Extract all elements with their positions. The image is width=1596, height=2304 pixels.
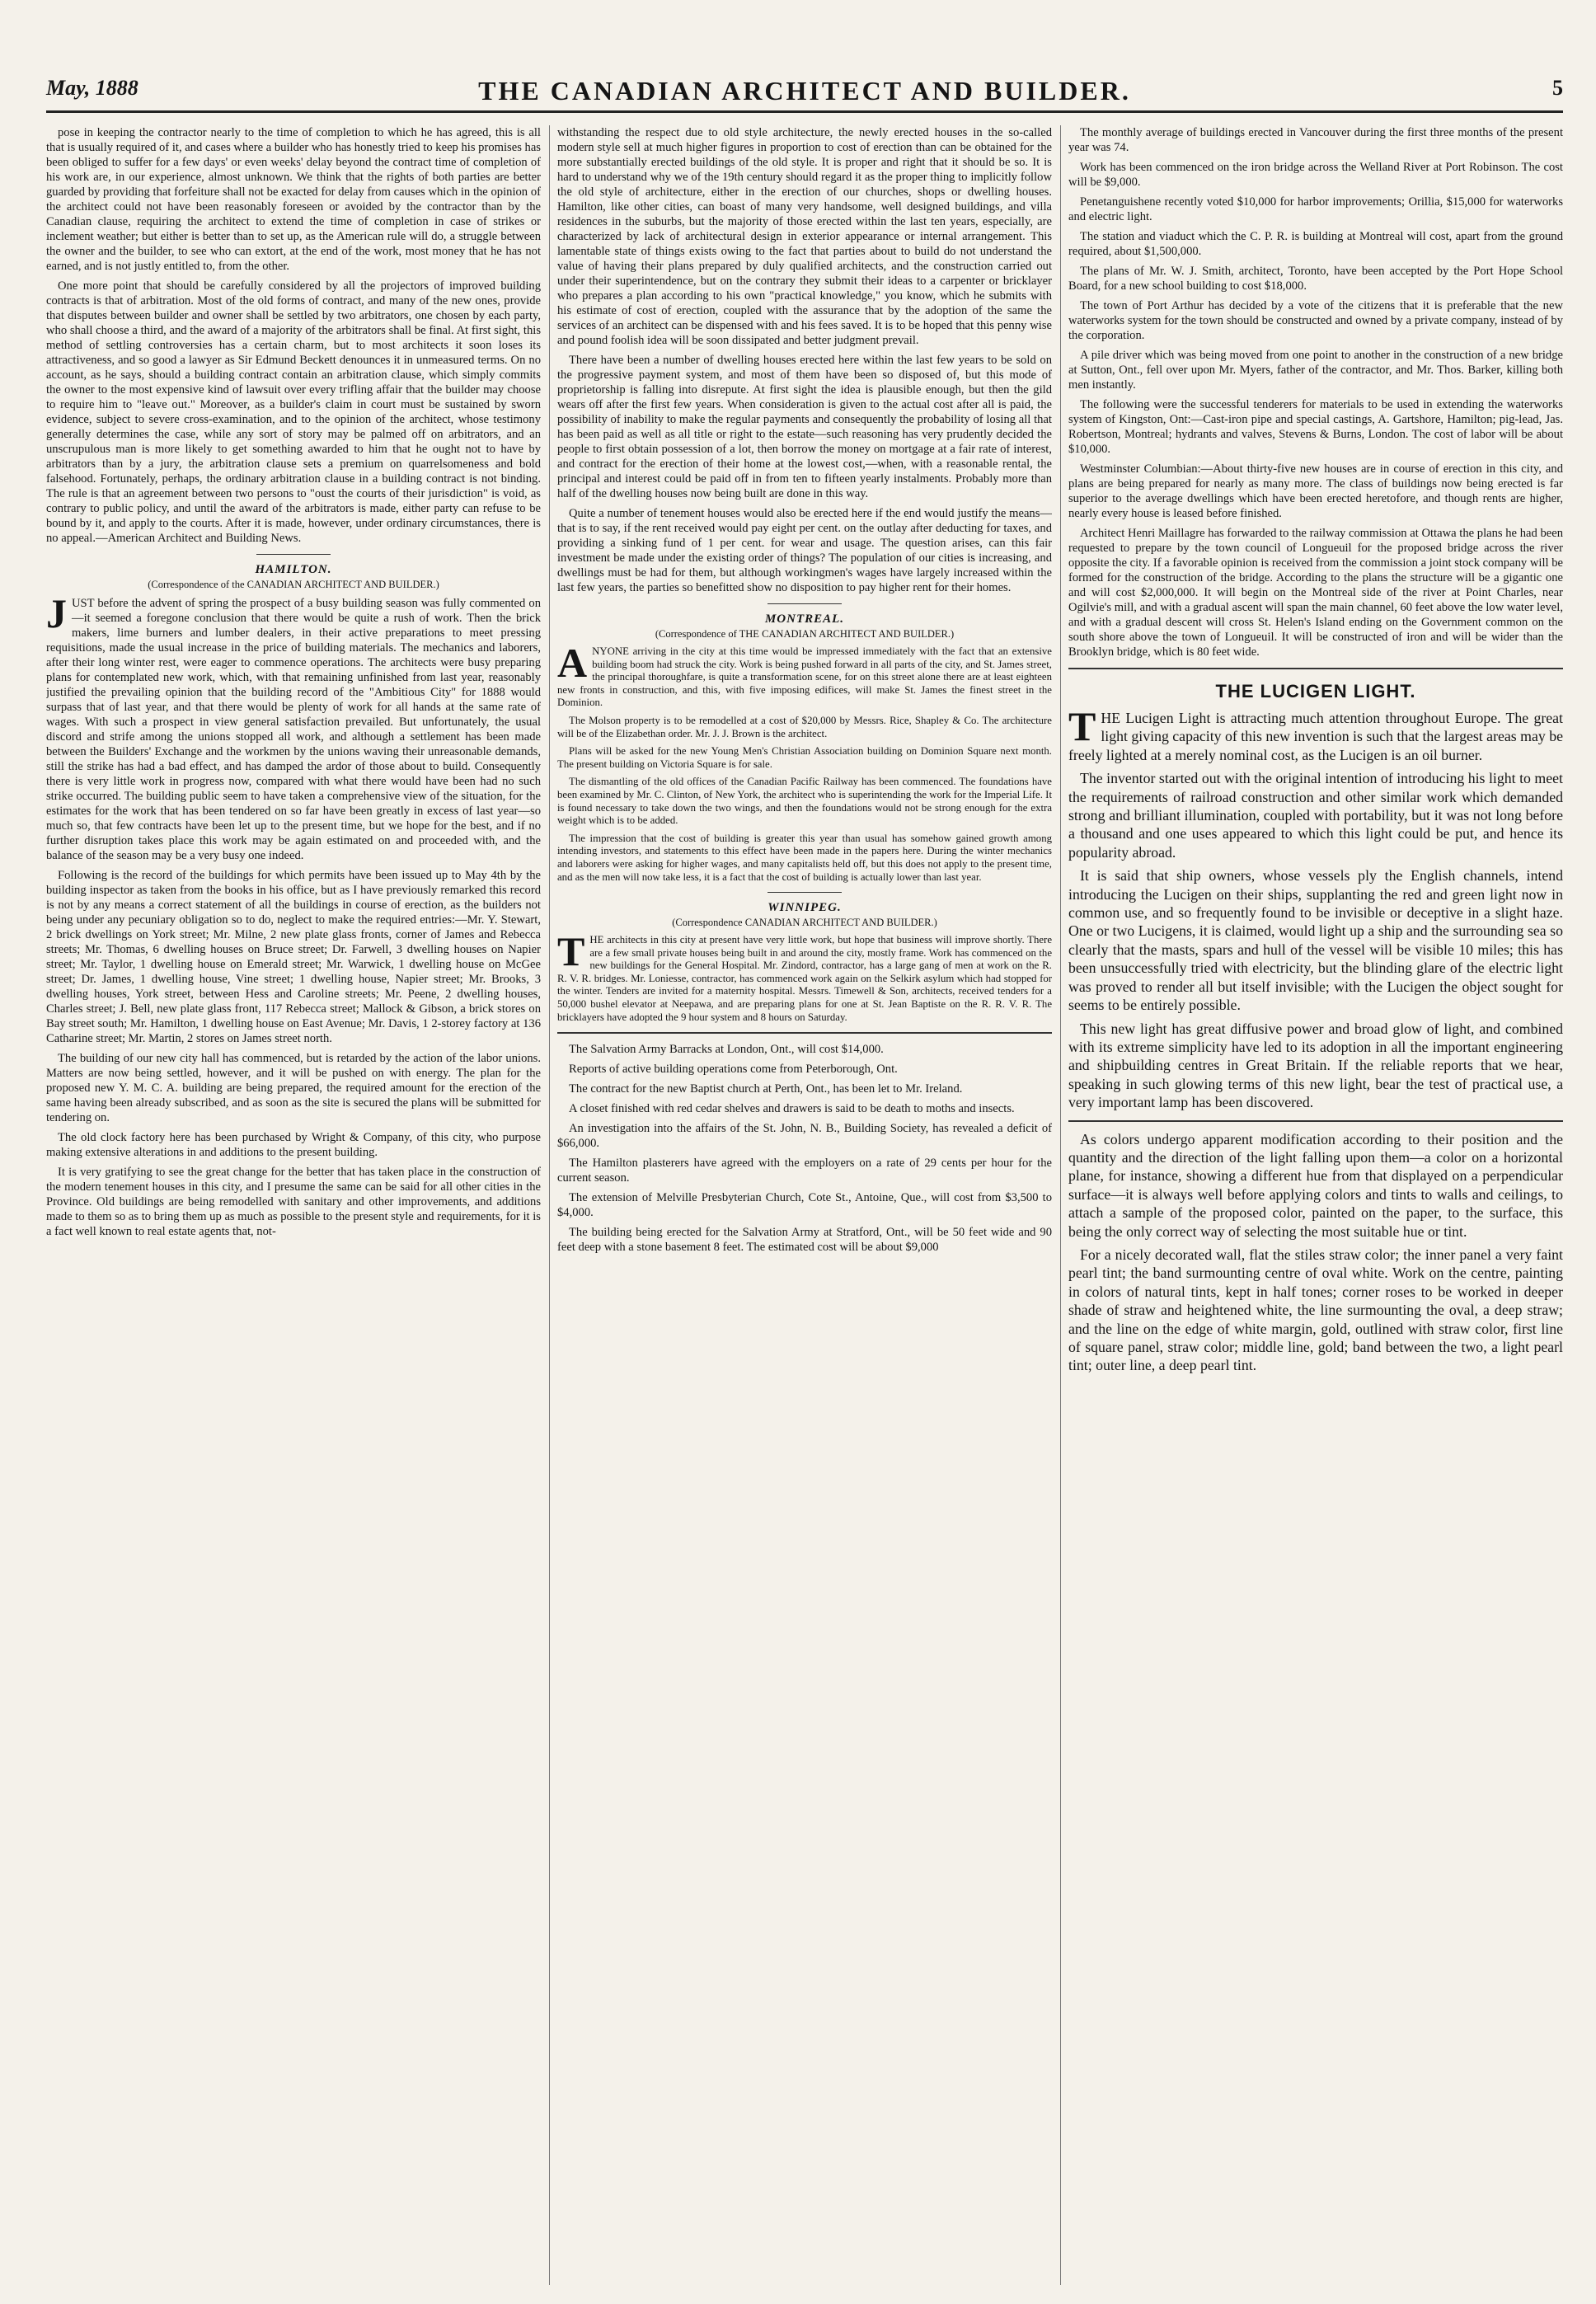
- article-paragraph: Plans will be asked for the new Young Men's Christian Association building on Dominion Square next month. The present building on Victoria Square is for sale.: [557, 745, 1052, 770]
- header-rule: [46, 110, 1563, 113]
- news-item: Work has been commenced on the iron bridge across the Welland River at Port Robinson. The cost will be $9,000.: [1068, 161, 1563, 189]
- column-3: [1068, 125, 1563, 2285]
- news-item: The plans of Mr. W. J. Smith, architect, Toronto, have been accepted by the Port Hope School Board, for a new school building to cost $18,000.: [1068, 265, 1563, 293]
- article-paragraph: THE architects in this city at present have very little work, but hope that business will improve shortly. There are a few small private houses being built in and around the city, mostly frame. Work has commenced on the new buildings for the General Hospital. Mr. Zindord, contractor, has a large gang of men at work on the R. R. V. R. bridges. Mr. Loniesse, contractor, has commenced work again on the Selkirk asylum which had stopped for the winter. Tenders are invited for a maternity hospital. Messrs. Timewell & Son, architects, received tenders for a 50,000 bushel elevator at Neepawa, and are preparing plans for one at St. Jean Baptiste on the R. R. V. R. The bricklayers have adopted the 9 hour system and 8 hours on Saturday.: [557, 928, 1052, 1023]
- article-paragraph: It is very gratifying to see the great change for the better that has taken place in the construction of the modern tenement houses in this city, and I presume the same can be said for all other cities in the Province. Old buildings are being remodelled with sanitary and other improvements, and additions made to them so as to bring them up as much as possible to the present style and requirements, for it is a fact well known to real estate agents that, not-: [46, 1166, 541, 1238]
- news-item: The monthly average of buildings erected in Vancouver during the first three months of the present year was 74.: [1068, 126, 1563, 154]
- news-item: The Salvation Army Barracks at London, Ont., will cost $14,000.: [569, 1043, 884, 1057]
- article-paragraph: There have been a number of dwelling houses erected here within the last few years to be sold on the progressive payment system, and most of them have been so disposed of, but this mode of proprietorship is falling into disrepute. At first sight the idea is plausible enough, but then the gild wears off after the first few years. When consideration is given to the actual cost after all is paid, the possibility of inability to make the regular payments and consequently the probability of losing all that has been paid as well as all title or right to the estate—such reasoning has very prudently decided the people to first obtain possession of a lot, then borrow the money on mortgage at a fair rate of interest, and contract for the erection of their home at the lowest cost,—when, with a reasonable rental, the principal and interest could be paid off in from ten to fifteen yearly instalments. Probably more than half of the dwelling houses now being built are done in this way.: [557, 354, 1052, 500]
- article-paragraph: For a nicely decorated wall, flat the stiles straw color; the inner panel a very faint pearl tint; the band surmounting centre of oval white. Work on the centre, painting in colors of natural tints, kept in half tones; corner roses to be worked in deeper shade of straw and heightened white, the line surmounting the oval, a deep straw; and the line on the edge of white margin, gold, outlined with straw color, first line of square panel, straw color; middle line, gold; band between the two, a light pearl tint; outer line, a deep pearl tint.: [1068, 1246, 1563, 1374]
- article-paragraph: The Molson property is to be remodelled at a cost of $20,000 by Messrs. Rice, Shapley & Co. The architecture will be of the Elizabethan order. Mr. J. J. Brown is the architect.: [557, 714, 1052, 739]
- issue-date: May, 1888: [46, 76, 138, 100]
- news-item: Reports of active building operations come from Peterborough, Ont.: [569, 1063, 898, 1077]
- column-divider: [1060, 125, 1061, 2285]
- article-paragraph: Quite a number of tenement houses would also be erected here if the end would justify the means—that is to say, if the rent received would pay eight per cent. on the outlay after deducting for taxes, and providing a sinking fund of 1 per cent. for wear and usage. The question arises, can this fair investment be made under the existing order of things? The population of our cities is increasing, and dwellings must be had for them, but although workingmen's wages have largely increased within the last few years, the parties so benefitted show no disposition to pay higher rent for their homes.: [557, 507, 1052, 594]
- news-item: Architect Henri Maillagre has forwarded to the railway commission at Ottawa the plans he had been requested to prepare by the town council of Longueuil for the proposed bridge across the river opposite the city. If a favorable opinion is received from the commission a joint stock company will be formed for the construction of the bridge. According to the plans the structure will be a gigantic one and will cost $2,000,000. It will begin on the Montreal side of the river at Point Charles, near Ogilvie's mill, and with a gradual ascent will span the main channel, 60 feet above the low water level, and with a gradual descent will cross St. Helen's Island ending on the Government common on the south shore above the town of Longueuil. It will be constructed of iron and will be wider than the Brooklyn bridge, which is 80 feet wide.: [1068, 527, 1563, 659]
- article-paragraph: The inventor started out with the original intention of introducing his light to meet the requirements of railroad construction and other similar work which demanded strong and brilliant illumination, coupled with portability, but it was not long before a thousand and one uses appeared to which this light could be put, and hence its popularity abroad.: [1068, 770, 1563, 861]
- correspondence-line: (Correspondence of THE CANADIAN ARCHITECT AND BUILDER.): [655, 628, 955, 640]
- article-paragraph: It is said that ship owners, whose vessels ply the English channels, intend introducing the Lucigen on their ships, supplanting the red and green light now in common use, and so frequently found to be invisible or deceptive in a slight haze. One or two Lucigens, it is claimed, would light up a ship and the surrounding sea so clearly that the masts, spars and hull of the vessel will be visible 10 miles; this has been unsuccessfully tried with electricity, but the blinding glare of the electric light was proved to render all but itself invisible; with the Lucigen the object sought for seems to be entirely possible.: [1068, 867, 1563, 1014]
- news-item: The town of Port Arthur has decided by a vote of the citizens that it is preferable that the new waterworks system for the town should be constructed and owned by a private company, instead of by the corporation.: [1068, 299, 1563, 342]
- section-heading-montreal: MONTREAL.: [764, 612, 845, 626]
- article-paragraph: As colors undergo apparent modification according to their position and the quantity and the direction of the light falling upon them—a color on a horizontal plane, for instance, showing a different hue from that displayed on a perpendicular surface—it is always well before applying colors and tints to walls and ceilings, to attach a sample of the proposed color, painted on the paper, to the surface, this being the only correct way of selecting the most suitable hue or tint.: [1068, 1130, 1563, 1240]
- article-paragraph: The building of our new city hall has commenced, but is retarded by the action of the labor unions. Matters are now being settled, however, and it will be pushed on with energy. The plan for the proposed new Y. M. C. A. building are being prepared, the required amount for the erection of the same having been already subscribed, and as soon as the site is secured the plans will be submitted for tendering on.: [46, 1052, 541, 1124]
- section-rule: [256, 554, 331, 555]
- column-divider: [549, 125, 550, 2285]
- correspondence-line: (Correspondence CANADIAN ARCHITECT AND BUILDER.): [672, 917, 937, 929]
- article-paragraph: THE Lucigen Light is attracting much attention throughout Europe. The great light giving capacity of this new invention is such that the largest areas may be freely lighted at a merely nominal cost, as the Lucigen is an oil burner.: [1068, 703, 1563, 763]
- article-paragraph: pose in keeping the contractor nearly to the time of completion to which he has agreed, this is all that is usually required of it, and cases where a builder who has honestly tried to keep his promises has been obliged to suffer for a few days' or even weeks' delay beyond the contract time of completion of his work are, in our experience, almost unknown. We think that the rights of both parties are better guarded by providing that forfeiture shall not be exacted for delay from causes which in the opinion of the architect could not have been reasonably foreseen or avoided by the contractor than by the Canadian clause, requiring the architect to extend the time of completion in case of strikes or inclement weather; but either is better than to set up, as the American rule will do, a struggle between the owner and the builder, to see who can extort, at the end of the work, most money that he has not earned, and is not justly entitled to, from the other.: [46, 126, 541, 273]
- news-item: The following were the successful tenderers for materials to be used in extending the waterworks system of Kingston, Ont:—Cast-iron pipe and special castings, A. Gartshore, Hamilton; pig-lead, Jas. Robertson, Montreal; hydrants and valves, Stevens & Burns, London. The cost of labor will be about $10,000.: [1068, 398, 1563, 456]
- article-paragraph: The dismantling of the old offices of the Canadian Pacific Railway has been commenced. The foundations have been examined by Mr. C. Clinton, of New York, the architect who is superintending the work for the Imperial Life. It is found necessary to take down the two wings, and then the foundations would not be strong enough for the extra weight which is to be added.: [557, 776, 1052, 827]
- news-item: Penetanguishene recently voted $10,000 for harbor improvements; Orillia, $15,000 for waterworks and electric light.: [1068, 195, 1563, 223]
- news-item: Westminster Columbian:—About thirty-five new houses are in course of erection in this city, and plans are being prepared for nearly as many more. The class of buildings now being erected is far superior to the average dwellings which have been erected heretofore, and though rents are higher, nearly every house is leased before finished.: [1068, 462, 1563, 520]
- section-rule: [1068, 1120, 1563, 1122]
- news-item: An investigation into the affairs of the St. John, N. B., Building Society, has revealed a deficit of $66,000.: [557, 1122, 1052, 1151]
- article-paragraph: withstanding the respect due to old style architecture, the newly erected houses in the so-called modern style sell at much higher figures in proportion to cost of erection than can be obtained for the more substantially erected buildings of the old style. It is proper and right that it should be so. It is hard to understand why we of the 19th century should regard it as the proper thing to implicitly follow the old style of architecture, either in the erection of our churches, shops or dwelling houses. Hamilton, like other cities, can boast of many very handsome, well designed buildings, and villa residences in the suburbs, but the majority of those erected within the last ten years, especially, are characterized by lack of architectural design in exterior appearance or internal arrangement. This lamentable state of things exists owing to the fact that parties about to build do not understand the value of having their plans prepared by duly qualified architects, and the construction carried out under their superintendence, but on the contrary they submit their ideas to a carpenter or bricklayer who prepares a plan according to his own "practical knowledge," you know, which he submits with his estimate of cost of erection, coupled with the assurance that by the adoption of the same the services of an architect can be dispensed with and his fees saved. It is to be hoped that this penny wise and pound foolish idea will be soon dissipated and better judgment prevail.: [557, 126, 1052, 347]
- article-paragraph: ANYONE arriving in the city at this time would be impressed immediately with the fact that an extensive building boom had struck the city. Work is being pushed forward in all parts of the city, and St. James street, the principal thoroughfare, is quite a transformation scene, for on this street alone there are at least eighteen new fronts in construction, and this, with five imposing edifices, will make St. James the finest street in the Dominion.: [557, 640, 1052, 709]
- page-header: [46, 76, 1563, 109]
- news-item: A closet finished with red cedar shelves and drawers is said to be death to moths and insects.: [569, 1102, 1015, 1116]
- news-item: A pile driver which was being moved from one point to another in the construction of a new bridge at Sutton, Ont., fell over upon Mr. Myers, father of the contractor, and Mr. Thos. Barker, killing both men instantly.: [1068, 349, 1563, 392]
- page-number: 5: [1552, 76, 1563, 100]
- article-paragraph: Following is the record of the buildings for which permits have been issued up to May 4th by the building inspector as taken from the books in his office, but as I have previously remarked this record is not by any means a correct statement of all the buildings in course of erection, as the builders not being under any pecuniary obligation so to do, neglect to make the required entries:—Mr. Y. Stewart, 2 brick dwellings on York street; Mr. Milne, 2 new plate glass fronts, corner of James and Rebecca streets; Mr. Thomas, 6 dwelling houses on Bruce street; Dr. Farwell, 3 dwelling houses on Napier street; Mr. Taylor, 1 dwelling house on Emerald street; Mr. Warwick, 1 dwelling house on McGee street; Dr. James, 1 dwelling house, Vine street; 1 dwelling house, Napier street; Mr. Brooks, 3 dwelling houses, York street, between Hess and Caroline streets; Mr. Peene, 2 dwelling houses, Charles street; J. Bell, new plate glass front, 117 Rebecca street; Mallock & Gibson, a brick stores on Bay street south; Mr. Hamilton, 1 dwelling house on East Avenue; Mr. Davis, 1 2-storey factory at 136 Catharine street; Mr. Martin, 2 stores on James street north.: [46, 869, 541, 1045]
- column-2: [557, 125, 1052, 2285]
- section-rule: [1068, 668, 1563, 669]
- section-heading-hamilton: HAMILTON.: [255, 563, 332, 576]
- lucigen-heading: THE LUCIGEN LIGHT.: [1215, 681, 1416, 702]
- article-paragraph: One more point that should be carefully considered by all the projectors of improved building contracts is that of arbitration. Most of the old forms of contract, and many of the new ones, provide that disputes between builder and owner shall be settled by two arbitrators, one chosen by each party, who shall choose a third, and the award of a majority of the arbitrators shall be final. At first sight, this method of settling controversies has a certain charm, but to most architects it soon loses its attractiveness, and so good a lawyer as Sir Edmund Beckett denounces it in unmeasured terms. On no account, as he says, should a building contract contain an arbitration clause, which simply commits the owner to the most expensive kind of lawsuit over every trifling affair that the builder may choose to require him to "leave out." Moreover, as a builder's claim in court must be sustained by sworn evidence, subject to severe cross-examination, and to the opinion of the architect, whose testimony generally determines the case, while any sort of story may be palmed off on arbitrators, and an unscrupulous man is more likely to get something awarded to him that he ought not to have by arbitrators than by a jury, the arbitration clause sets a premium on quarrelsomeness and bold falsehood. Fortunately, perhaps, the ordinary arbitration clause in a building contract is not binding. The rule is that an agreement between two persons to "oust the courts of their jurisdiction" is void, as contrary to public policy, and until the award of the arbitrators is made, either party can refuse to be bound by it, and apply to the courts. After it is made, however, under ordinary circumstances, there is no appeal.—American Architect and Building News.: [46, 279, 541, 545]
- section-rule: [557, 1032, 1052, 1034]
- section-heading-winnipeg: WINNIPEG.: [767, 901, 842, 915]
- section-rule: [767, 603, 842, 604]
- article-paragraph: This new light has great diffusive power and broad glow of light, and combined with its extreme simplicity have led to its adoption in all the important engineering and shipbuilding centres in Great Britain. If the reliable reports that we hear, speaking in such glowing terms of this new light, bear the test of practical use, a very important lamp has been discovered.: [1068, 1020, 1563, 1111]
- section-rule: [767, 892, 842, 893]
- news-item: The contract for the new Baptist church at Perth, Ont., has been let to Mr. Ireland.: [569, 1082, 963, 1096]
- masthead-title: THE CANADIAN ARCHITECT AND BUILDER.: [478, 76, 1131, 106]
- news-item: The extension of Melville Presbyterian Church, Cote St., Antoine, Que., will cost from $3,500 to $4,000.: [557, 1191, 1052, 1220]
- article-paragraph: The old clock factory here has been purchased by Wright & Company, of this city, who purpose making extensive alterations in and additions to the present building.: [46, 1131, 541, 1159]
- news-item: The station and viaduct which the C. P. R. is building at Montreal will cost, apart from the ground required, about $1,500,000.: [1068, 230, 1563, 258]
- news-item: The Hamilton plasterers have agreed with the employers on a rate of 29 cents per hour for the current season.: [557, 1157, 1052, 1185]
- article-paragraph: JUST before the advent of spring the prospect of a busy building season was fully commented on—it seemed a foregone conclusion that there would be quite a rush of work. Then the brick makers, lime burners and lumber dealers, in their active preparations to meet pressing requisitions, made the usual increase in the price of building materials. The mechanics and laborers, after their long winter rest, were eager to commence operations. The architects were busy preparing plans for contemplated new work, which, with that remaining unfinished from last year, reasonably justified the prevailing opinion that the building record of the "Ambitious City" for 1888 would surpass that of last year, and that there would be plenty of work for all hands at the same rate of wages. With such a prospect in view general satisfaction prevailed. But unfortunately, the usual discord and strife among the unions stopped all work, and although a settlement has been made between the Builders' Exchange and the workmen by the unions waving their unreasonable demands, still the strike has had a bad effect, and has damped the ardor of those about to build. Consequently there is very little work in progress now, compared with what there would have been had no such strike occurred. The building public seem to have taken a comprehensive view of the situation, for the estimates for the work that has been tendered on so far have been greatly in excess of last year—so much so, that few contracts have been let up to the present time, but we hope for the best, and if no further disruption takes place this work may be again estimated on and proceeded with, and the balance of the season may be a very busy one indeed.: [46, 590, 541, 862]
- news-item: The building being erected for the Salvation Army at Stratford, Ont., will be 50 feet wide and 90 feet deep with a stone basement 8 feet. The estimated cost will be about $9,000: [557, 1226, 1052, 1255]
- article-paragraph: The impression that the cost of building is greater this year than usual has somehow gained growth among intending investors, and statements to this effect have been made in the papers here. During the winter mechanics and laborers were asking for higher wages, and many capitalists held off, but this does not apply to the present time, and as the men will now take less, it is a fact that the cost of building is actually lower than last year.: [557, 832, 1052, 883]
- correspondence-line: (Correspondence of the CANADIAN ARCHITECT AND BUILDER.): [148, 579, 439, 590]
- column-1: [46, 125, 541, 2285]
